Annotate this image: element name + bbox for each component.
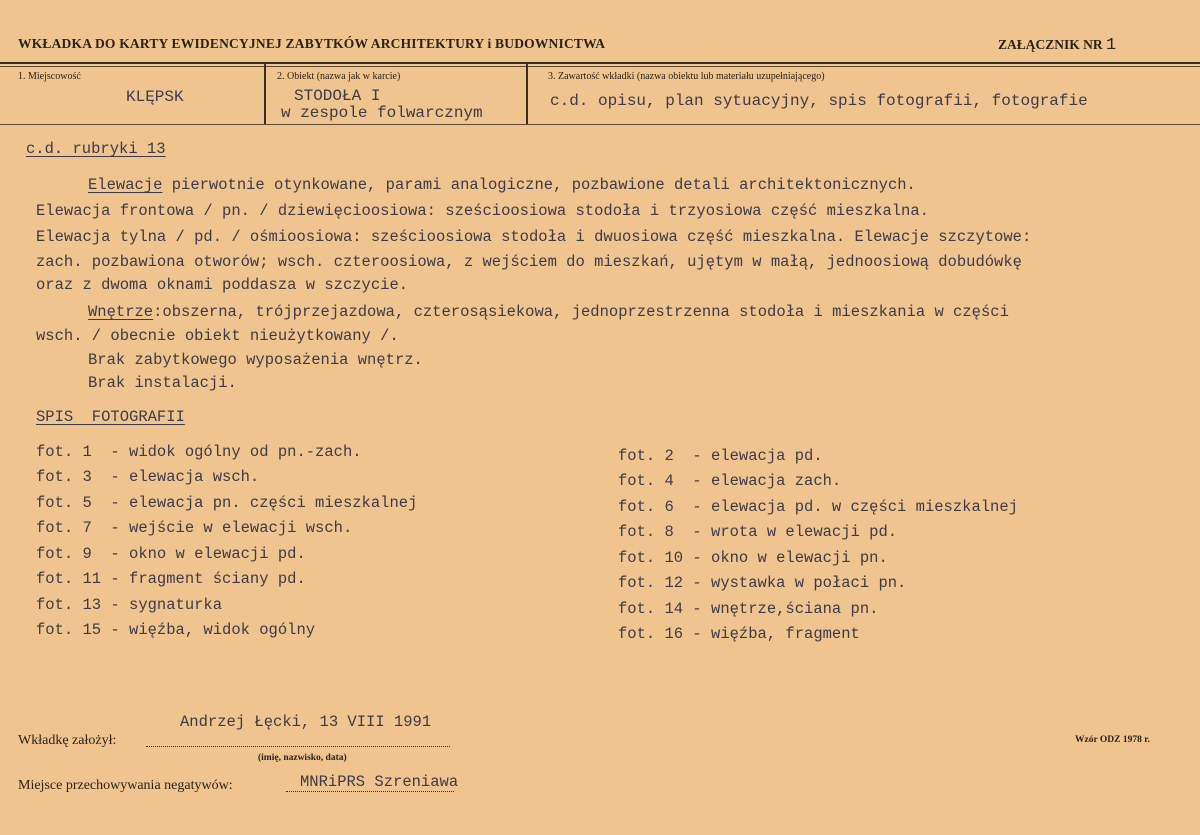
annex-label: ZAŁĄCZNIK NR — [998, 37, 1103, 52]
negatives-line — [286, 791, 454, 792]
facades-text: pierwotnie otynkowane, parami analogiczne, pozbawione detali architektonicznych. — [162, 176, 916, 194]
description-line-5: oraz z dwoma oknami poddasza w szczycie. — [36, 276, 409, 294]
photo-left-4: fot. 7 - wejście w elewacji wsch. — [36, 519, 353, 537]
negatives-value: MNRiPRS Szreniawa — [300, 773, 459, 791]
field-locality-value: KLĘPSK — [126, 88, 184, 106]
photo-right-4: fot. 8 - wrota w elewacji pd. — [618, 523, 898, 541]
creator-label: Wkładkę założył: — [18, 733, 117, 748]
section-heading: c.d. rubryki 13 — [26, 140, 166, 158]
interior-label: Wnętrze — [88, 303, 154, 321]
field-divider-1 — [264, 64, 266, 124]
header-rule-bottom — [0, 66, 1200, 67]
description-line-1 — [88, 176, 916, 194]
photo-right-8: fot. 16 - więźba, fragment — [618, 625, 860, 643]
description-line-7: wsch. / obecnie obiekt nieużytkowany /. — [36, 327, 399, 345]
photo-left-8: fot. 15 - więźba, widok ogólny — [36, 621, 316, 639]
negatives-label: Miejsce przechowywania negatywów: — [18, 778, 233, 793]
annex-number-value: 1 — [1106, 36, 1117, 55]
card-title: WKŁADKA DO KARTY EWIDENCYJNEJ ZABYTKÓW ARCHITEKTURY i BUDOWNICTWA — [18, 36, 606, 51]
fields-bottom-rule — [0, 124, 1200, 125]
description-line-8: Brak zabytkowego wyposażenia wnętrz. — [88, 351, 423, 369]
photo-right-3: fot. 6 - elewacja pd. w części mieszkalnej — [618, 498, 1018, 516]
description-line-3: Elewacja tylna / pd. / ośmioosiowa: sześcioosiowa stodoła i dwuosiowa część mieszkalna. Elewacje szczytowe: — [36, 228, 1032, 246]
facades-label: Elewacje — [88, 176, 163, 194]
photo-left-7: fot. 13 - sygnaturka — [36, 596, 223, 614]
creator-hint: (imię, nazwisko, data) — [258, 753, 347, 763]
field-contents-label: 3. Zawartość wkładki (nazwa obiektu lub materiału uzupełniającego) — [548, 71, 825, 82]
form-model: Wzór ODZ 1978 r. — [1075, 735, 1150, 745]
description-line-4: zach. pozbawiona otworów; wsch. czteroosiowa, z wejściem do mieszkań, ujętym w małą, jednoosiową dobudówkę — [36, 253, 1022, 271]
field-contents-value: c.d. opisu, plan sytuacyjny, spis fotografii, fotografie — [550, 92, 1088, 110]
photo-left-6: fot. 11 - fragment ściany pd. — [36, 570, 306, 588]
photo-list-heading: SPIS FOTOGRAFII — [36, 408, 185, 426]
interior-text: :obszerna, trójprzejazdowa, czterosąsiekowa, jednoprzestrzenna stodoła i mieszkania w części — [153, 303, 1009, 321]
creator-value: Andrzej Łęcki, 13 VIII 1991 — [180, 713, 432, 731]
annex-number — [998, 36, 1116, 55]
field-object-label: 2. Obiekt (nazwa jak w karcie) — [277, 71, 401, 82]
photo-right-5: fot. 10 - okno w elewacji pn. — [618, 549, 888, 567]
photo-left-1: fot. 1 - widok ogólny od pn.-zach. — [36, 443, 362, 461]
photo-right-2: fot. 4 - elewacja zach. — [618, 472, 842, 490]
photo-left-3: fot. 5 - elewacja pn. części mieszkalnej — [36, 494, 418, 512]
field-object-value-1: STODOŁA I — [294, 87, 381, 105]
creator-line — [146, 746, 450, 747]
description-line-9: Brak instalacji. — [88, 374, 237, 392]
header-rule-top — [0, 62, 1200, 64]
field-locality-label: 1. Miejscowość — [18, 71, 81, 82]
photo-right-6: fot. 12 - wystawka w połaci pn. — [618, 574, 907, 592]
photo-right-1: fot. 2 - elewacja pd. — [618, 447, 823, 465]
description-line-2: Elewacja frontowa / pn. / dziewięcioosiowa: sześcioosiowa stodoła i trzyosiowa część mieszkalna. — [36, 202, 929, 220]
photo-right-7: fot. 14 - wnętrze,ściana pn. — [618, 600, 879, 618]
field-object-value-2: w zespole folwarcznym — [281, 104, 483, 122]
photo-left-5: fot. 9 - okno w elewacji pd. — [36, 545, 306, 563]
photo-left-2: fot. 3 - elewacja wsch. — [36, 468, 260, 486]
description-line-6 — [88, 303, 1009, 321]
field-divider-2 — [526, 64, 528, 124]
